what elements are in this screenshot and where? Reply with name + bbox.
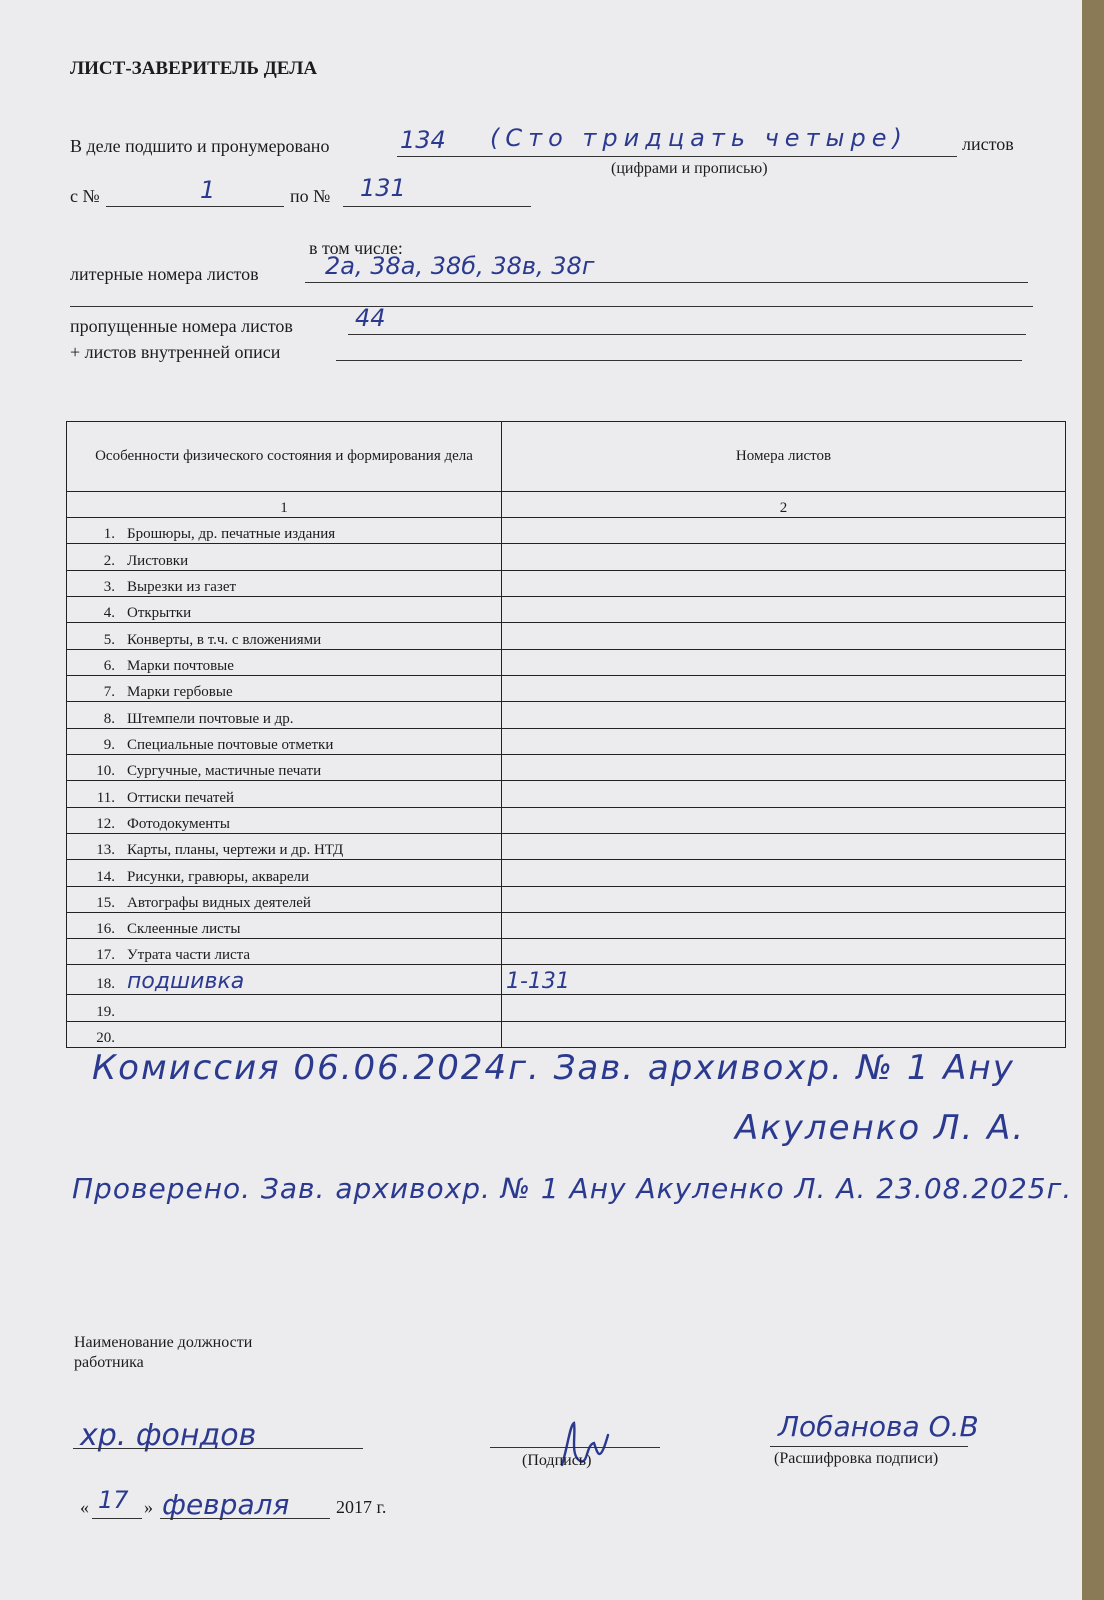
row-sheet-numbers-cell bbox=[502, 807, 1066, 833]
row-number: 14. bbox=[96, 868, 115, 885]
row-feature-cell bbox=[67, 544, 502, 570]
row-label: Фотодокументы bbox=[127, 815, 230, 832]
row-label: Специальные почтовые отметки bbox=[127, 736, 334, 753]
table-header-row bbox=[67, 422, 1066, 492]
row-feature-cell bbox=[67, 807, 502, 833]
signature-decode-value: Лобанова О.В bbox=[778, 1410, 979, 1443]
row-label: Утрата части листа bbox=[127, 947, 251, 964]
table-row bbox=[67, 676, 1066, 702]
row-label: Склеенные листы bbox=[127, 921, 241, 938]
col1-number: 1 bbox=[67, 491, 502, 517]
digits-words-hint: (цифрами и прописью) bbox=[611, 160, 768, 177]
row-sheet-numbers-cell bbox=[502, 886, 1066, 912]
row-number: 3. bbox=[103, 579, 115, 596]
to-label: по № bbox=[290, 186, 331, 206]
table-row bbox=[67, 623, 1066, 649]
from-underline bbox=[106, 206, 284, 207]
state-table bbox=[66, 421, 1066, 1048]
row-number: 13. bbox=[96, 842, 115, 859]
table-row bbox=[67, 807, 1066, 833]
table-row bbox=[67, 597, 1066, 623]
row-label: Оттиски печатей bbox=[127, 789, 235, 806]
signature-underline bbox=[490, 1447, 660, 1448]
sewn-number: 134 bbox=[400, 126, 446, 154]
to-underline bbox=[343, 206, 531, 207]
row-sheet-numbers-cell bbox=[502, 1021, 1066, 1048]
row-label: Вырезки из газет bbox=[127, 579, 237, 596]
table-row bbox=[67, 649, 1066, 675]
position-label-1: Наименование должности bbox=[74, 1334, 253, 1351]
table-row bbox=[67, 570, 1066, 596]
date-close-quote: » bbox=[144, 1497, 153, 1517]
row-sheet-numbers-cell bbox=[502, 912, 1066, 938]
row-feature-cell bbox=[67, 912, 502, 938]
row-number: 8. bbox=[103, 710, 115, 727]
table-row bbox=[67, 886, 1066, 912]
row-number: 5. bbox=[103, 631, 115, 648]
row-feature-cell bbox=[67, 597, 502, 623]
sheets-suffix: листов bbox=[962, 134, 1014, 154]
row-label: Автографы видных деятелей bbox=[127, 894, 311, 911]
table-row bbox=[67, 860, 1066, 886]
from-value: 1 bbox=[200, 176, 216, 204]
lettered-label: литерные номера листов bbox=[70, 264, 259, 284]
row-number: 12. bbox=[96, 815, 115, 832]
document-title: ЛИСТ-ЗАВЕРИТЕЛЬ ДЕЛА bbox=[70, 58, 318, 79]
row-feature-cell bbox=[67, 939, 502, 965]
sewn-words: (Сто тридцать четыре) bbox=[490, 124, 908, 152]
row-label: Брошюры, др. печатные издания bbox=[127, 526, 336, 543]
from-label: с № bbox=[70, 186, 100, 206]
table-row bbox=[67, 781, 1066, 807]
row-number: 17. bbox=[96, 947, 115, 964]
signature-decode-label: (Расшифровка подписи) bbox=[774, 1450, 939, 1467]
row-number: 7. bbox=[103, 684, 115, 701]
row-sheet-numbers-cell bbox=[502, 833, 1066, 859]
row-number: 9. bbox=[103, 736, 115, 753]
row-label: Марки почтовые bbox=[127, 658, 234, 674]
date-day: 17 bbox=[98, 1486, 129, 1514]
row-sheet-numbers-cell bbox=[502, 518, 1066, 544]
table-row bbox=[67, 965, 1066, 995]
lettered-value: 2а, 38а, 38б, 38в, 38г bbox=[325, 252, 595, 280]
row-feature-cell bbox=[67, 518, 502, 544]
inner-inventory-underline bbox=[336, 360, 1022, 361]
row-feature-cell bbox=[67, 965, 502, 995]
position-label-2: работника bbox=[74, 1354, 144, 1371]
row-feature-cell bbox=[67, 702, 502, 728]
row-label: Сургучные, мастичные печати bbox=[127, 763, 322, 780]
col1-header: Особенности физического состояния и формирования дела bbox=[67, 422, 502, 492]
row-label: Открытки bbox=[127, 605, 192, 622]
row-sheet-numbers-cell bbox=[502, 649, 1066, 675]
folder-edge bbox=[1082, 0, 1104, 1600]
row-sheet-numbers-cell bbox=[502, 623, 1066, 649]
row-number: 15. bbox=[96, 894, 115, 911]
table-row bbox=[67, 754, 1066, 780]
row-feature-cell bbox=[67, 754, 502, 780]
inner-inventory-label: + листов внутренней описи bbox=[70, 342, 281, 362]
table-row bbox=[67, 544, 1066, 570]
table-row bbox=[67, 702, 1066, 728]
table-row bbox=[67, 939, 1066, 965]
row-label: Рисунки, гравюры, акварели bbox=[127, 868, 310, 885]
row-number: 18. bbox=[96, 976, 115, 993]
table-row bbox=[67, 995, 1066, 1021]
row-sheet-numbers-cell bbox=[502, 939, 1066, 965]
row-number: 1. bbox=[103, 526, 115, 543]
date-open-quote: « bbox=[80, 1497, 89, 1517]
lettered-underline bbox=[305, 282, 1028, 283]
position-underline bbox=[73, 1448, 363, 1449]
row-sheet-numbers-cell bbox=[502, 860, 1066, 886]
sewn-underline bbox=[397, 156, 957, 157]
row-number: 4. bbox=[103, 605, 115, 622]
row-feature-cell bbox=[67, 833, 502, 859]
row-number: 16. bbox=[96, 921, 115, 938]
row-feature-cell bbox=[67, 995, 502, 1021]
commission-signer: Акуленко Л. А. bbox=[735, 1108, 1026, 1148]
col2-header: Номера листов bbox=[502, 422, 1066, 492]
row-sheet-numbers-cell bbox=[502, 597, 1066, 623]
checked-note: Проверено. Зав. архивохр. № 1 Ану Акуленко Л. А. 23.08.2025г. bbox=[72, 1172, 1073, 1205]
row-feature-cell bbox=[67, 676, 502, 702]
row-number: 11. bbox=[96, 789, 115, 806]
row-label: Карты, планы, чертежи и др. НТД bbox=[127, 842, 344, 859]
table-row bbox=[67, 1021, 1066, 1048]
row-feature-cell bbox=[67, 886, 502, 912]
row-number: 6. bbox=[103, 658, 115, 674]
row-sheet-numbers-cell bbox=[502, 781, 1066, 807]
row-sheet-numbers-cell bbox=[502, 544, 1066, 570]
row-sheet-numbers-cell bbox=[502, 728, 1066, 754]
row-feature-cell bbox=[67, 1021, 502, 1048]
commission-note: Комиссия 06.06.2024г. Зав. архивохр. № 1 Ану bbox=[92, 1048, 1015, 1088]
row-label: Штемпели почтовые и др. bbox=[127, 710, 294, 727]
table-row bbox=[67, 912, 1066, 938]
lettered-underline-2 bbox=[70, 306, 1033, 307]
column-numbers-row bbox=[67, 491, 1066, 517]
row-sheet-numbers-cell bbox=[502, 965, 1066, 995]
row-sheet-numbers-cell bbox=[502, 570, 1066, 596]
row-feature-cell bbox=[67, 649, 502, 675]
to-value: 131 bbox=[360, 174, 406, 202]
row-sheet-numbers-cell bbox=[502, 754, 1066, 780]
row-number: 10. bbox=[96, 763, 115, 780]
date-month: февраля bbox=[162, 1488, 290, 1521]
table-row bbox=[67, 833, 1066, 859]
row-number: 20. bbox=[96, 1030, 115, 1046]
row-sheet-numbers-cell bbox=[502, 995, 1066, 1021]
row-sheet-numbers-cell bbox=[502, 702, 1066, 728]
date-month-underline bbox=[160, 1518, 330, 1519]
row-label: Марки гербовые bbox=[127, 684, 233, 701]
date-day-underline bbox=[92, 1518, 142, 1519]
row-feature-cell bbox=[67, 570, 502, 596]
row-sheet-numbers: 1-131 bbox=[506, 969, 570, 995]
row-feature-cell bbox=[67, 781, 502, 807]
row-sheet-numbers-cell bbox=[502, 676, 1066, 702]
position-value: хр. фондов bbox=[80, 1418, 257, 1453]
signature-decode-underline bbox=[770, 1446, 968, 1447]
row-label: подшивка bbox=[127, 969, 245, 995]
row-feature-cell bbox=[67, 623, 502, 649]
missing-underline bbox=[348, 334, 1026, 335]
sewn-label: В деле подшито и пронумеровано bbox=[70, 136, 330, 156]
including-label: в том числе: bbox=[309, 238, 403, 258]
row-label: Конверты, в т.ч. с вложениями bbox=[127, 631, 322, 648]
date-year: 2017 г. bbox=[336, 1497, 387, 1517]
col2-number: 2 bbox=[502, 491, 1066, 517]
row-number: 2. bbox=[103, 552, 115, 569]
signature-label: (Подпись) bbox=[522, 1452, 592, 1469]
missing-value: 44 bbox=[355, 304, 386, 332]
row-feature-cell bbox=[67, 860, 502, 886]
missing-label: пропущенные номера листов bbox=[70, 316, 293, 336]
row-label: Листовки bbox=[127, 552, 189, 569]
table-row bbox=[67, 728, 1066, 754]
row-number: 19. bbox=[96, 1003, 115, 1020]
table-row bbox=[67, 518, 1066, 544]
row-feature-cell bbox=[67, 728, 502, 754]
